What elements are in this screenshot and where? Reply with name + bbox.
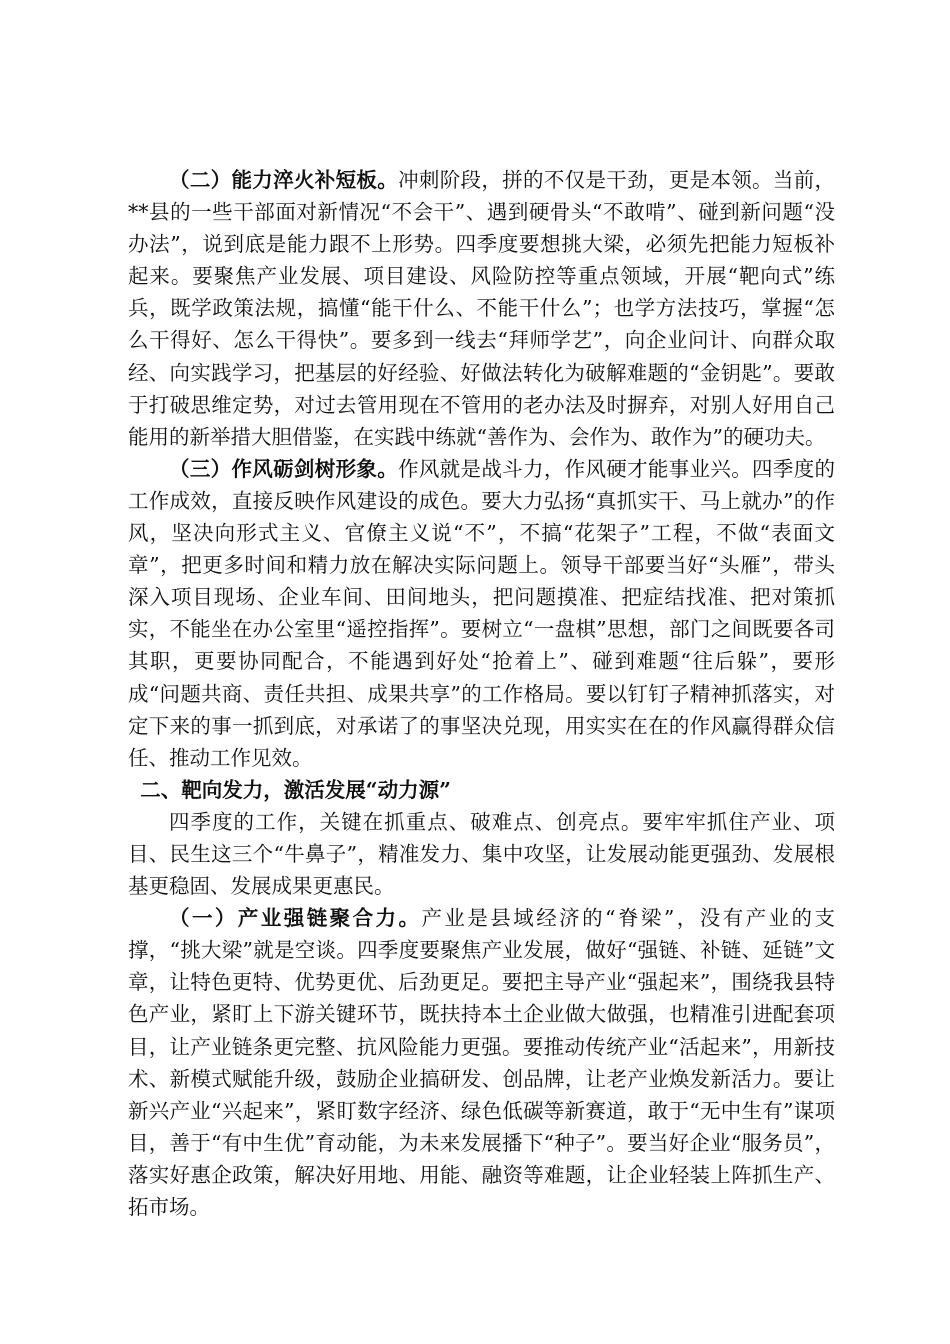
paragraph-ability xyxy=(128,164,835,453)
section-heading: 二、靶向发力，激活发展“动力源” xyxy=(140,777,451,802)
paragraph-intro: 四季度的工作，关键在抓重点、破难点、创亮点。要牢牢抓住产业、项目、民生这三个“牛鼻子”，精准发力、集中攻坚，让发展动能更强劲、发展根基更稳固、发展成果更惠民。 xyxy=(128,809,835,899)
paragraph-style xyxy=(128,453,835,774)
document-body xyxy=(128,164,835,1223)
paragraph-lead: （三）作风砺剑树形象。 xyxy=(169,456,399,481)
paragraph-industry xyxy=(128,902,835,1223)
paragraph-text: 作风就是战斗力，作风硬才能事业兴。四季度的工作成效，直接反映作风建设的成色。要大力弘扬“真抓实干、马上就办”的作风，坚决向形式主义、官僚主义说“不”，不搞“花架子”工程，不做“表面文章”，把更多时间和精力放在解决实际问题上。领导干部要当好“头雁”，带头深入项目现场、企业车间、田间地头，把问题摸准、把症结找准、把对策抓实，不能坐在办公室里“遥控指挥”。要树立“一盘棋”思想，部门之间既要各司其职，更要协同配合，不能遇到好处“抢着上”、碰到难题“往后躲”，要形成“问题共商、责任共担、成果共享”的工作格局。要以钉钉子精神抓落实，对定下来的事一抓到底，对承诺了的事坚决兑现，用实实在在的作风赢得群众信任、推动工作见效。 xyxy=(128,456,836,770)
paragraph-lead: （一）产业强链聚合力。 xyxy=(169,906,422,931)
paragraph-text: 冲刺阶段，拼的不仅是干劲，更是本领。当前，**县的一些干部面对新情况“不会干”、遇到硬骨头“不敢啃”、碰到新问题“没办法”，说到底是能力跟不上形势。四季度要想挑大梁，必须先把能力短板补起来。要聚焦产业发展、项目建设、风险防控等重点领域，开展“靶向式”练兵，既学政策法规，搞懂“能干什么、不能干什么”；也学方法技巧，掌握“怎么干得好、怎么干得快”。要多到一线去“拜师学艺”，向企业问计、向群众取经、向实践学习，把基层的好经验、好做法转化为破解难题的“金钥匙”。要敢于打破思维定势，对过去管用现在不管用的老办法及时摒弃，对别人好用自己能用的新举措大胆借鉴，在实践中练就“善作为、会作为、敢作为”的硬功夫。 xyxy=(128,168,836,449)
paragraph-text: 产业是县域经济的“脊梁”，没有产业的支撑，“挑大梁”就是空谈。四季度要聚焦产业发展，做好“强链、补链、延链”文章，让特色更特、优势更优、后劲更足。要把主导产业“强起来”，围绕我县特色产业，紧盯上下游关键环节，既扶持本土企业做大做强，也精准引进配套项目，让产业链条更完整、抗风险能力更强。要推动传统产业“活起来”，用新技术、新模式赋能升级，鼓励企业搞研发、创品牌，让老产业焕发新活力。要让新兴产业“兴起来”，紧盯数字经济、绿色低碳等新赛道，敢于“无中生有”谋项目，善于“有中生优”育动能，为未来发展播下“种子”。要当好企业“服务员”，落实好惠企政策，解决好用地、用能、融资等难题，让企业轻装上阵抓生产、拓市场。 xyxy=(128,906,836,1219)
paragraph-lead: （二）能力淬火补短板。 xyxy=(169,168,399,192)
